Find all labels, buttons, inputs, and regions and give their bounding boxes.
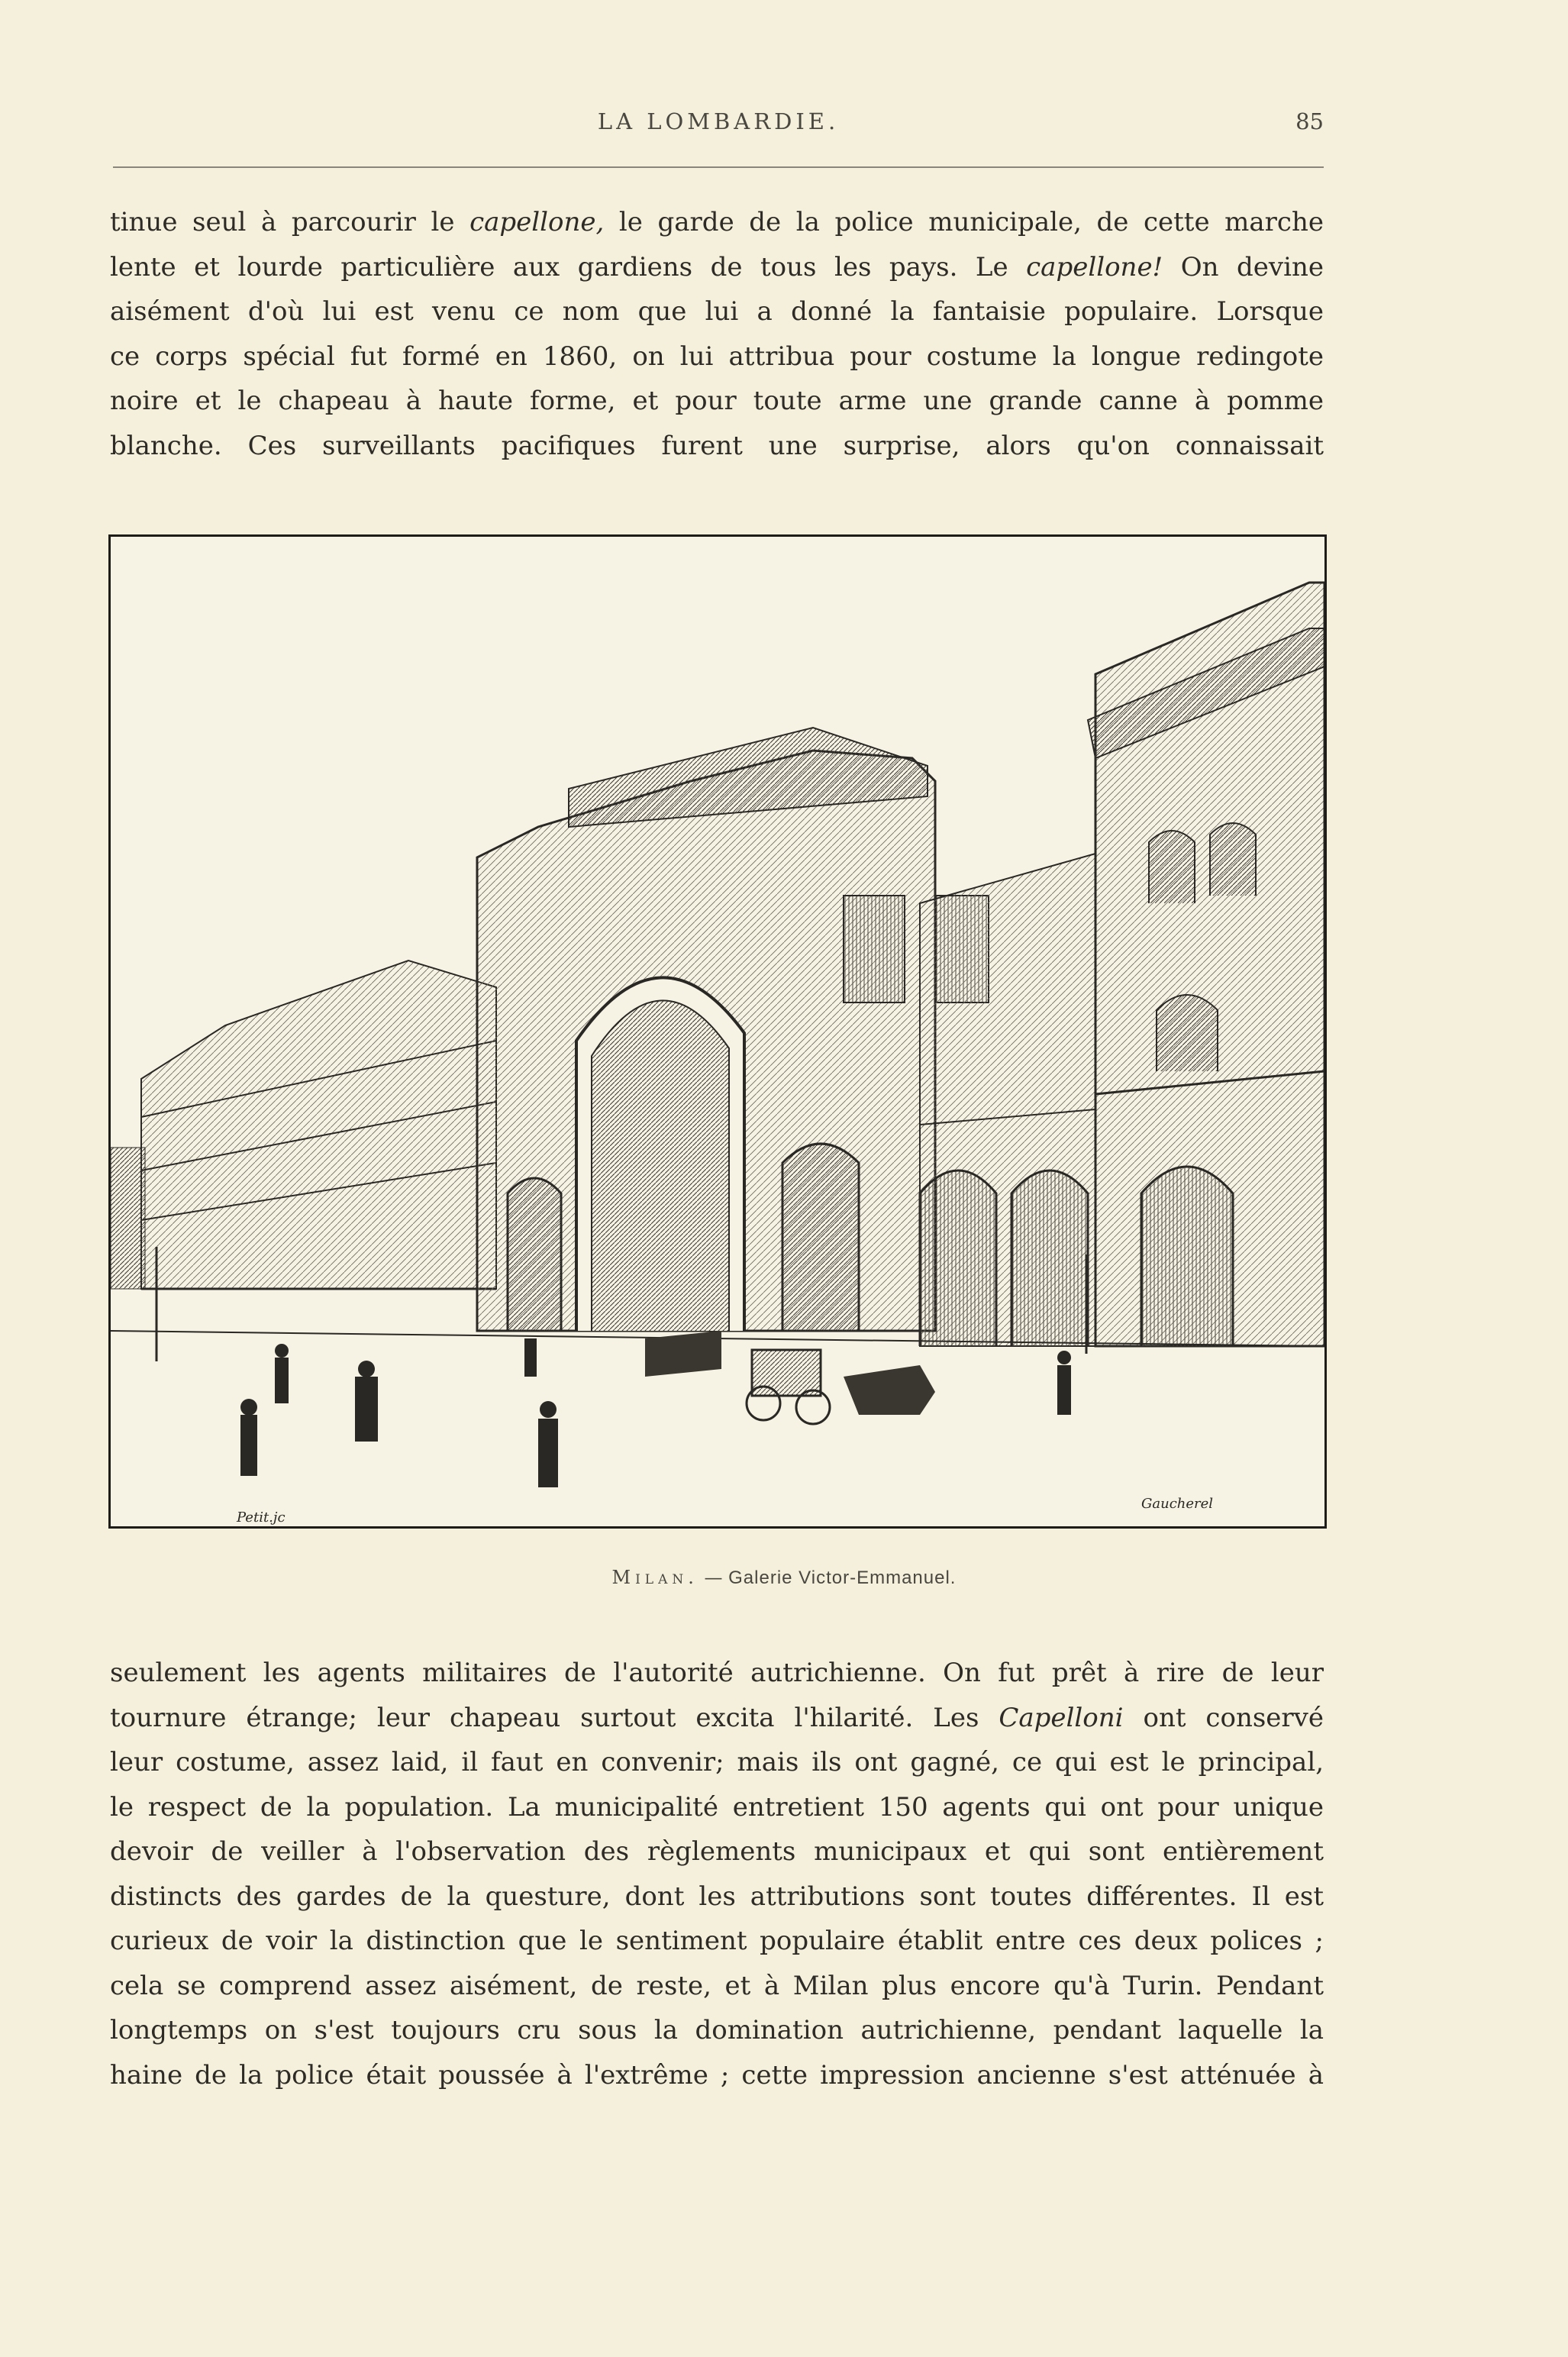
text-line: longtemps on s'est toujours cru sous la domination autrichienne, pendant laquelle la [110, 2015, 1324, 2045]
text-line [110, 245, 1324, 290]
text-line: haine de la police était poussée à l'extrême ; cette impression ancienne s'est atténuée à [110, 2059, 1324, 2091]
header-rule [113, 166, 1324, 168]
text-run: le garde de la police municipale, de cette marche [604, 207, 1324, 237]
text-line: curieux de voir la distinction que le sentiment populaire établit entre ces deux polices ; [110, 1926, 1324, 1956]
paragraph-bottom [110, 1651, 1324, 2097]
text-line: distincts des gardes de la questure, dont les attributions sont toutes différentes. Il est [110, 1881, 1324, 1912]
text-run: On devine [1163, 251, 1324, 283]
text-line: blanche. Ces surveillants pacifiques furent une surprise, alors qu'on connaissait [110, 430, 1324, 461]
text-line: seulement les agents militaires de l'autorité autrichienne. On fut prêt à rire de leur [110, 1658, 1324, 1688]
engraving-drawing [111, 537, 1324, 1526]
page-number: 85 [1295, 108, 1324, 134]
text-line: aisément d'où lui est venu ce nom que lui a donné la fantaisie populaire. Lorsque [110, 296, 1324, 327]
text-line: noire et le chapeau à haute forme, et pour toute arme une grande canne à pomme [110, 386, 1324, 416]
engraver-signature-left: Petit.jc [237, 1509, 286, 1526]
paragraph-top [110, 200, 1324, 468]
engraver-signature-right: Gaucherel [1141, 1496, 1214, 1512]
caption-place: Milan. [611, 1567, 699, 1588]
text-run: tinue seul à parcourir le [110, 207, 470, 237]
text-line [110, 1696, 1324, 1741]
italic-word: capellone! [1026, 251, 1163, 283]
italic-word: capellone, [469, 207, 605, 237]
text-run: lente et lourde particulière aux gardiens de tous les pays. Le [110, 251, 1027, 283]
text-line: ce corps spécial fut formé en 1860, on lui attribua pour costume la longue redingote [110, 341, 1324, 372]
text-line: leur costume, assez laid, il faut en convenir; mais ils ont gagné, ce qui est le principal, [110, 1747, 1324, 1777]
text-line: devoir de veiller à l'observation des règlements municipaux et qui sont entièrement [110, 1836, 1324, 1867]
running-head: LA LOMBARDIE. [597, 108, 840, 134]
text-line: le respect de la population. La municipalité entretient 150 agents qui ont pour unique [110, 1791, 1324, 1823]
text-run: tournure étrange; leur chapeau surtout excita l'hilarité. Les [110, 1702, 999, 1733]
caption-title: Galerie Victor-Emmanuel. [728, 1568, 957, 1588]
caption-dash: — [698, 1567, 729, 1588]
text-line [110, 200, 1324, 245]
italic-word: Capelloni [999, 1702, 1124, 1733]
figure-caption [0, 1567, 1568, 1589]
text-run: ont conservé [1123, 1702, 1324, 1733]
page-header [113, 108, 1324, 145]
engraving-galleria-illustration [108, 534, 1327, 1529]
text-line: cela se comprend assez aisément, de reste, et à Milan plus encore qu'à Turin. Pendant [110, 1970, 1324, 2001]
